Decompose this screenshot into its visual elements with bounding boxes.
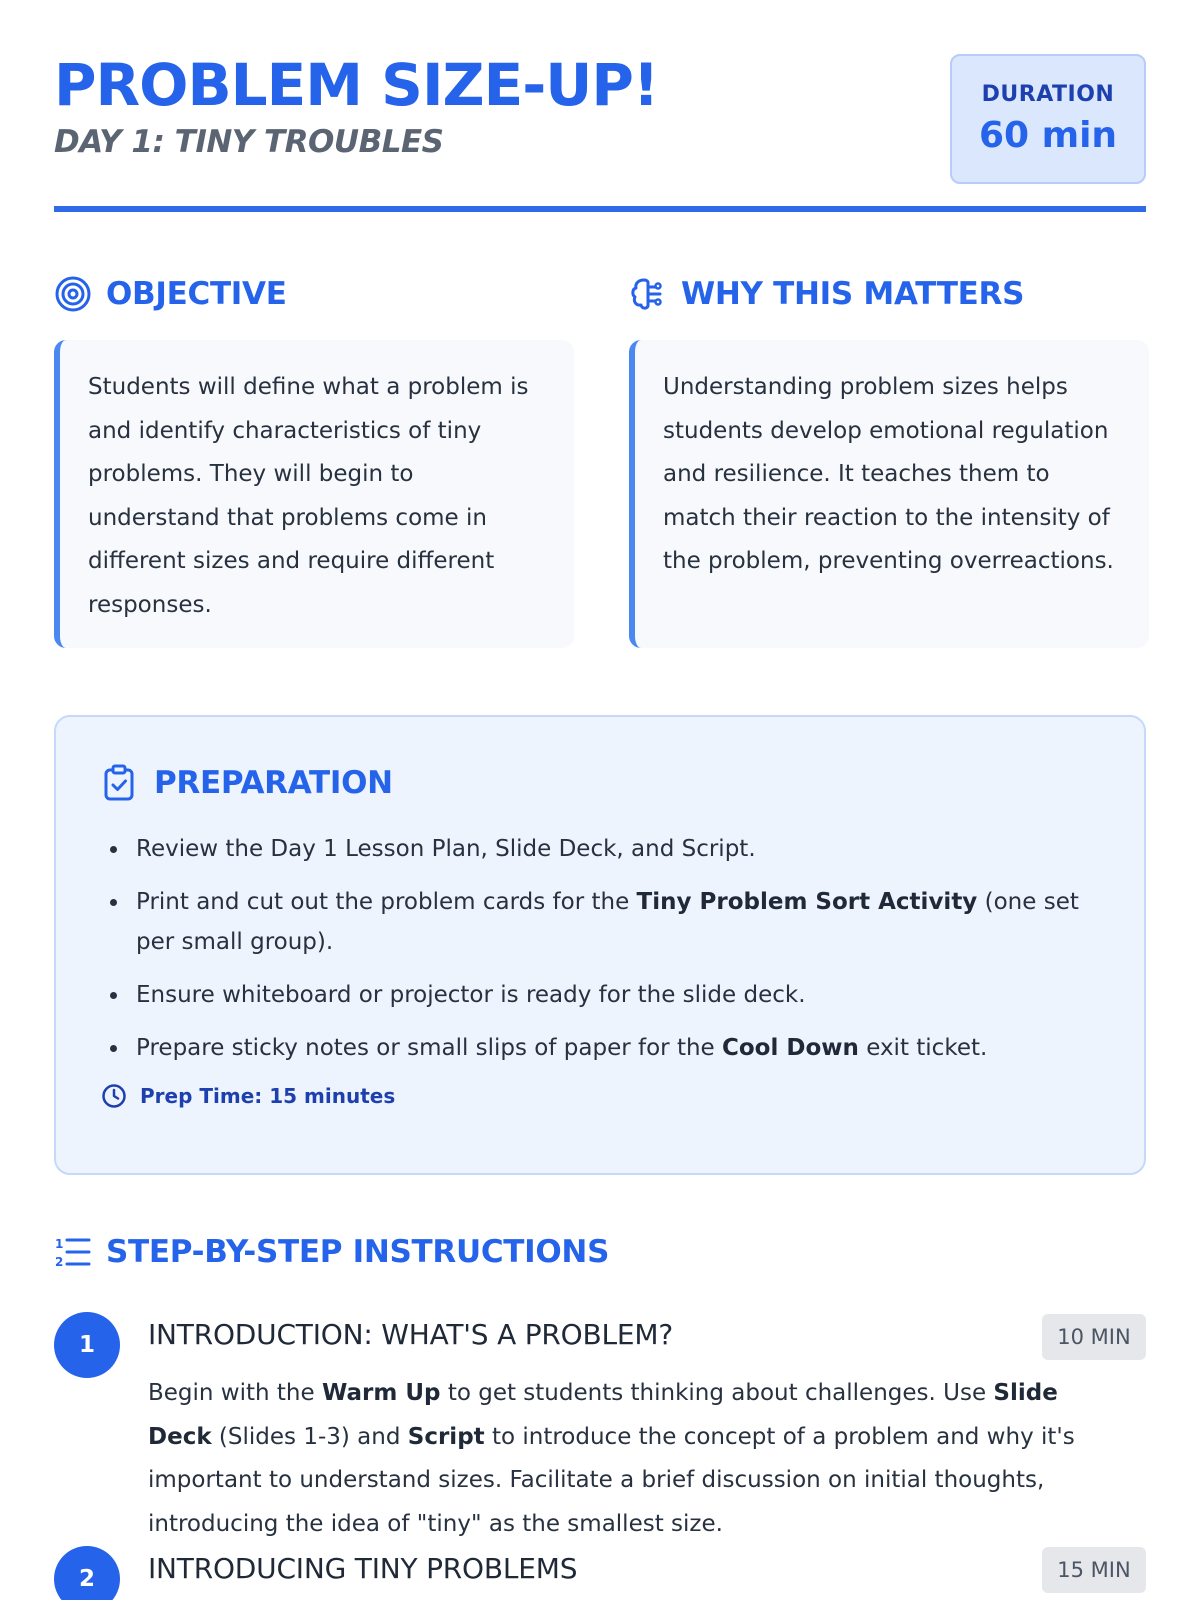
header	[54, 0, 1146, 212]
objective-text: Students will define what a problem is and identify characteristics of tiny problems. They will begin to understand that problems come in different sizes and require different responses.	[88, 374, 529, 618]
step-2-number: 2	[54, 1546, 120, 1600]
step-2-duration-badge: 15 MIN	[1042, 1547, 1146, 1593]
preparation-panel	[54, 715, 1146, 1175]
list-item: Ensure whiteboard or projector is ready for the slide deck.	[136, 975, 1100, 1015]
duration-label: DURATION	[981, 82, 1115, 107]
steps-heading-row	[54, 1230, 1146, 1274]
why-card	[629, 340, 1149, 648]
objective-heading: OBJECTIVE	[106, 276, 287, 312]
step-2-title: INTRODUCING TINY PROBLEMS	[148, 1552, 578, 1585]
step-1-duration-badge: 10 MIN	[1042, 1314, 1146, 1360]
svg-text:1: 1	[55, 1237, 64, 1251]
clipboard-check-icon	[100, 764, 138, 802]
brain-icon	[629, 275, 667, 313]
objective-heading-row	[54, 272, 574, 316]
svg-text:2: 2	[55, 1255, 64, 1269]
step-1-number: 1	[54, 1312, 120, 1378]
preparation-list	[100, 829, 1100, 1068]
steps-section	[54, 1230, 1146, 1592]
list-item: Print and cut out the problem cards for the Tiny Problem Sort Activity (one set per small group).	[136, 882, 1100, 962]
steps-heading: STEP-BY-STEP INSTRUCTIONS	[106, 1234, 610, 1270]
page-subtitle: DAY 1: TINY TROUBLES	[54, 124, 444, 160]
page-title: PROBLEM SIZE-UP!	[54, 51, 659, 119]
step-1-description: Begin with the Warm Up to get students thinking about challenges. Use Slide Deck (Slides 1-3) and Script to introduce the concept of a problem and why it's important to understand sizes. Facilitate a brief discussion on initial thoughts, introducing the idea of "tiny" as the smallest size.	[148, 1380, 1075, 1537]
preparation-heading-row	[100, 761, 1100, 805]
why-column	[629, 272, 1149, 648]
prep-time	[100, 1082, 1100, 1110]
list-item: Review the Day 1 Lesson Plan, Slide Deck, and Script.	[136, 829, 1100, 869]
duration-value: 60 min	[978, 115, 1118, 156]
why-heading: WHY THIS MATTERS	[681, 276, 1025, 312]
prep-time-text: Prep Time: 15 minutes	[140, 1084, 396, 1108]
list-ordered-icon	[54, 1233, 92, 1271]
objective-card	[54, 340, 574, 648]
duration-badge	[950, 54, 1146, 184]
objective-why-section	[54, 272, 1146, 662]
clock-icon	[100, 1082, 128, 1110]
why-heading-row	[629, 272, 1149, 316]
list-item: Prepare sticky notes or small slips of paper for the Cool Down exit ticket.	[136, 1028, 1100, 1068]
preparation-heading: PREPARATION	[154, 765, 393, 801]
objective-column	[54, 272, 574, 648]
target-icon	[54, 275, 92, 313]
step-1-title: INTRODUCTION: WHAT'S A PROBLEM?	[148, 1318, 674, 1351]
why-text: Understanding problem sizes helps students develop emotional regulation and resilience. It teaches them to match their reaction to the intensity of the problem, preventing overreactions.	[663, 374, 1114, 574]
